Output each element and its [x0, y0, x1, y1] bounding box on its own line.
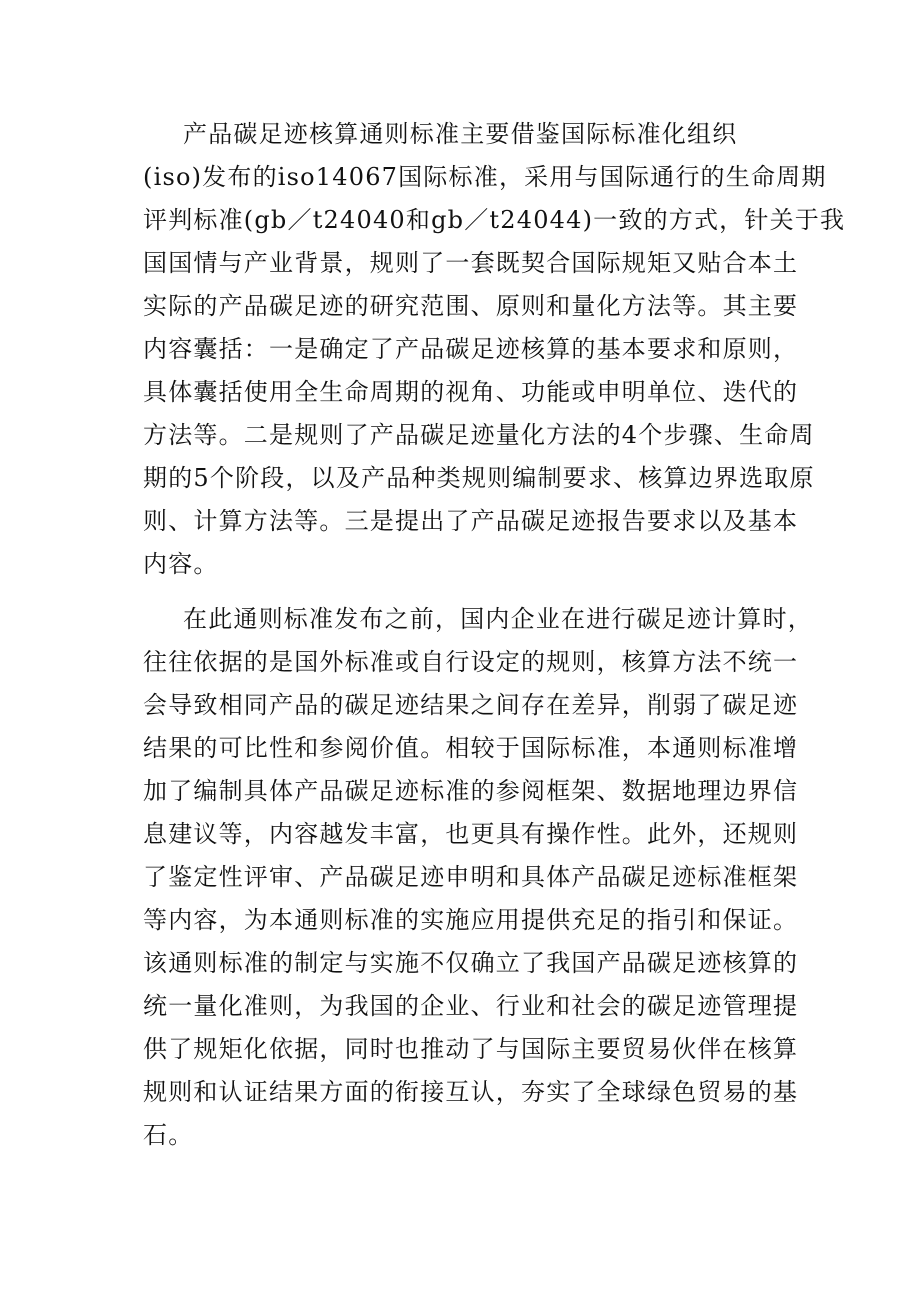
paragraph-2-line: 加了编制具体产品碳足迹标准的参阅框架、数据地理边界信 — [143, 777, 799, 805]
paragraph-2-line: 该通则标准的制定与实施不仅确立了我国产品碳足迹核算的 — [143, 949, 799, 977]
paragraph-1-line: 国国情与产业背景，规则了一套既契合国际规矩又贴合本土 — [143, 249, 799, 277]
paragraph-2-line: 息建议等，内容越发丰富，也更具有操作性。此外，还规则 — [143, 820, 799, 848]
paragraph-2-line: 石。 — [143, 1121, 194, 1149]
paragraph-2-line: 会导致相同产品的碳足迹结果之间存在差异，削弱了碳足迹 — [143, 691, 799, 719]
paragraph-2-line: 等内容，为本通则标准的实施应用提供充足的指引和保证。 — [143, 906, 799, 934]
paragraph-2-line: 规则和认证结果方面的衔接互认，夯实了全球绿色贸易的基 — [143, 1078, 799, 1106]
paragraph-1-line: 实际的产品碳足迹的研究范围、原则和量化方法等。其主要 — [143, 292, 799, 320]
paragraph-1-line: (iso)发布的iso14067国际标准，采用与国际通行的生命周期 — [143, 163, 827, 191]
paragraph-2-line: 在此通则标准发布之前，国内企业在进行碳足迹计算时， — [183, 605, 813, 633]
paragraph-1-line: 期的5个阶段，以及产品种类规则编制要求、核算边界选取原 — [143, 464, 815, 492]
paragraph-2-line: 往往依据的是国外标准或自行设定的规则，核算方法不统一 — [143, 648, 799, 676]
paragraph-1-line: 方法等。二是规则了产品碳足迹量化方法的4个步骤、生命周 — [143, 421, 815, 449]
paragraph-1-line: 评判标准(gb／t24040和gb／t24044)一致的方式，针关于我 — [143, 206, 846, 234]
paragraph-1-line: 具体囊括使用全生命周期的视角、功能或申明单位、迭代的 — [143, 378, 799, 406]
paragraph-2-line: 供了规矩化依据，同时也推动了与国际主要贸易伙伴在核算 — [143, 1035, 799, 1063]
paragraph-2 — [143, 598, 813, 1157]
paragraph-1-line: 内容。 — [143, 550, 219, 578]
paragraph-2-line: 结果的可比性和参阅价值。相较于国际标准，本通则标准增 — [143, 734, 799, 762]
paragraph-2-line: 了鉴定性评审、产品碳足迹申明和具体产品碳足迹标准框架 — [143, 863, 799, 891]
paragraph-2-line: 统一量化准则，为我国的企业、行业和社会的碳足迹管理提 — [143, 992, 799, 1020]
document-body — [143, 113, 846, 1157]
paragraph-1 — [143, 113, 846, 586]
paragraph-1-line: 则、计算方法等。三是提出了产品碳足迹报告要求以及基本 — [143, 507, 799, 535]
paragraph-1-line: 内容囊括：一是确定了产品碳足迹核算的基本要求和原则， — [143, 335, 799, 363]
paragraph-1-line: 产品碳足迹核算通则标准主要借鉴国际标准化组织 — [183, 120, 738, 148]
